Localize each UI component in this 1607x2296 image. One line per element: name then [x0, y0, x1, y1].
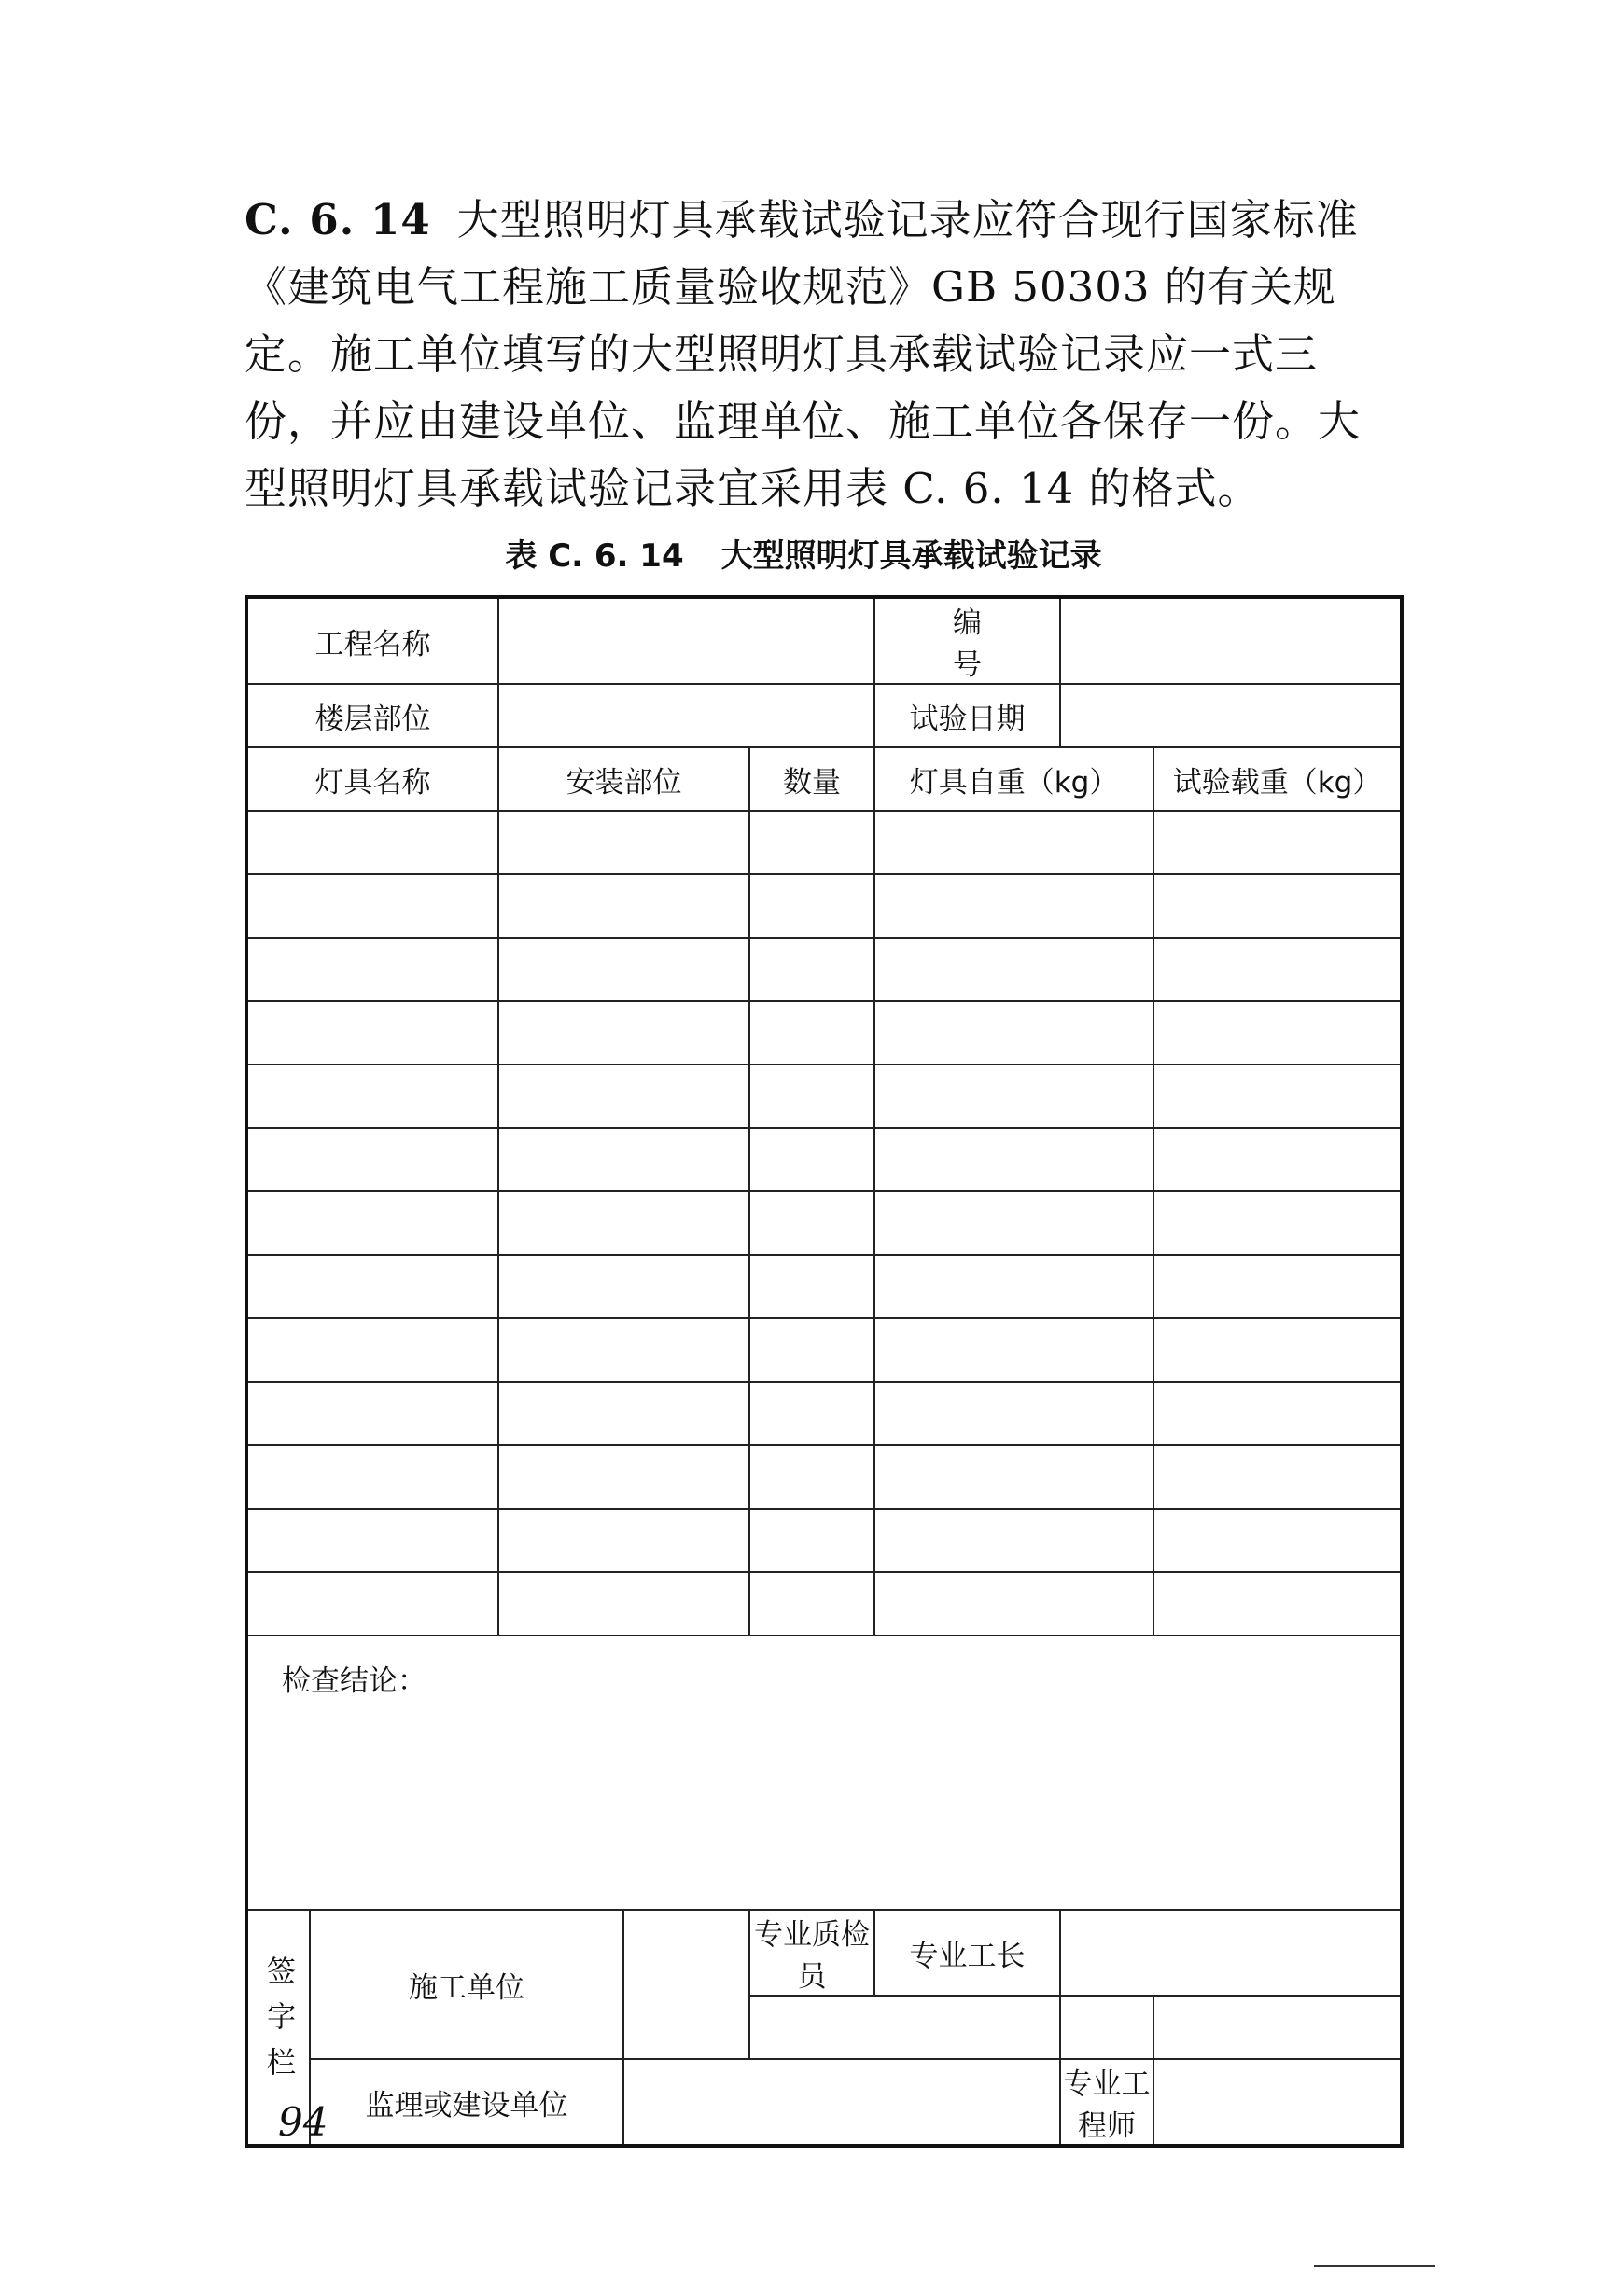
- foreman-label: 专业工长: [874, 1910, 1060, 1996]
- quantity-cell[interactable]: [749, 1065, 874, 1128]
- col-test-load: 试验载重（kg）: [1153, 747, 1402, 811]
- intro-paragraph: [245, 187, 1402, 522]
- clause-text: 大型照明灯具承载试验记录应符合现行国家标准《建筑电气工程施工质量验收规范》GB 50303 的有关规定。施工单位填写的大型照明灯具承载试验记录应一式三份，并应由建设单位、监理单位、施工单位各保存一份。大型照明灯具承载试验记录宜采用表 C. 6. 14 的格式。: [245, 195, 1362, 513]
- supervision-unit-label: 监理或建设单位: [310, 2059, 623, 2146]
- project-name-input[interactable]: [498, 597, 874, 684]
- clause-number: C. 6. 14: [245, 195, 431, 244]
- engineer-signature[interactable]: [1153, 2059, 1402, 2146]
- footer-rule: [1314, 2265, 1435, 2267]
- fixture-name-cell[interactable]: [246, 874, 498, 938]
- quantity-cell[interactable]: [749, 1509, 874, 1572]
- test-load-cell[interactable]: [1153, 1001, 1402, 1065]
- table-title: 大型照明灯具承载试验记录: [720, 537, 1102, 575]
- test-load-cell[interactable]: [1153, 1318, 1402, 1382]
- install-location-cell[interactable]: [498, 938, 749, 1001]
- conclusion-label: 检查结论：: [282, 1664, 426, 1698]
- number-input[interactable]: [1060, 597, 1402, 684]
- table-row: [246, 1318, 1402, 1382]
- quantity-cell[interactable]: [749, 874, 874, 938]
- floor-input[interactable]: [498, 684, 874, 747]
- fixture-weight-cell[interactable]: [874, 1445, 1153, 1509]
- quantity-cell[interactable]: [749, 938, 874, 1001]
- fixture-name-cell[interactable]: [246, 1128, 498, 1191]
- fixture-weight-cell[interactable]: [874, 1255, 1153, 1318]
- quantity-cell[interactable]: [749, 1382, 874, 1445]
- fixture-weight-cell[interactable]: [874, 1128, 1153, 1191]
- quantity-cell[interactable]: [749, 1191, 874, 1255]
- test-load-cell[interactable]: [1153, 1382, 1402, 1445]
- project-name-label: 工程名称: [246, 597, 498, 684]
- test-load-cell[interactable]: [1153, 1445, 1402, 1509]
- install-location-cell[interactable]: [498, 874, 749, 938]
- table-row: [246, 1191, 1402, 1255]
- table-row: [246, 1572, 1402, 1635]
- quality-inspector-label: 专业质检员: [749, 1910, 874, 1996]
- table-row: [246, 938, 1402, 1001]
- test-date-input[interactable]: [1060, 684, 1402, 747]
- fixture-weight-cell[interactable]: [874, 1191, 1153, 1255]
- page-number: 94: [278, 2099, 328, 2145]
- fixture-name-cell[interactable]: [246, 938, 498, 1001]
- install-location-cell[interactable]: [498, 1445, 749, 1509]
- construction-unit-label: 施工单位: [310, 1910, 623, 2059]
- col-fixture-weight: 灯具自重（kg）: [874, 747, 1153, 811]
- install-location-cell[interactable]: [498, 1191, 749, 1255]
- construction-unit-input[interactable]: [623, 1910, 749, 2059]
- fixture-name-cell[interactable]: [246, 1065, 498, 1128]
- quantity-cell[interactable]: [749, 811, 874, 874]
- table-row: [246, 1001, 1402, 1065]
- quantity-cell[interactable]: [749, 1445, 874, 1509]
- table-row: [246, 1255, 1402, 1318]
- fixture-name-cell[interactable]: [246, 811, 498, 874]
- install-location-cell[interactable]: [498, 1065, 749, 1128]
- fixture-name-cell[interactable]: [246, 1001, 498, 1065]
- test-record-form: [245, 595, 1404, 2148]
- signature-label: 签字栏: [261, 1955, 295, 2093]
- supervision-unit-input[interactable]: [623, 2059, 1060, 2146]
- table-row: [246, 1065, 1402, 1128]
- fixture-weight-cell[interactable]: [874, 874, 1153, 938]
- quantity-cell[interactable]: [749, 1128, 874, 1191]
- fixture-weight-cell[interactable]: [874, 1572, 1153, 1635]
- install-location-cell[interactable]: [498, 1382, 749, 1445]
- fixture-name-cell[interactable]: [246, 1255, 498, 1318]
- test-load-cell[interactable]: [1153, 1572, 1402, 1635]
- table-row: [246, 1128, 1402, 1191]
- fixture-weight-cell[interactable]: [874, 1001, 1153, 1065]
- number-label: 编号: [874, 597, 1060, 684]
- quantity-cell[interactable]: [749, 1255, 874, 1318]
- table-caption: [0, 530, 1607, 576]
- tech-leader-signature[interactable]: [749, 1996, 1060, 2059]
- fixture-name-cell[interactable]: [246, 1318, 498, 1382]
- install-location-cell[interactable]: [498, 1001, 749, 1065]
- install-location-cell[interactable]: [498, 811, 749, 874]
- table-row: [246, 811, 1402, 874]
- floor-label: 楼层部位: [246, 684, 498, 747]
- quantity-cell[interactable]: [749, 1572, 874, 1635]
- table-row: [246, 1382, 1402, 1445]
- test-load-cell[interactable]: [1153, 811, 1402, 874]
- table-number: 表 C. 6. 14: [505, 537, 684, 575]
- test-load-cell[interactable]: [1153, 874, 1402, 938]
- conclusion-cell[interactable]: [246, 1635, 1402, 1910]
- col-quantity: 数量: [749, 747, 874, 811]
- fixture-weight-cell[interactable]: [874, 1065, 1153, 1128]
- fixture-name-cell[interactable]: [246, 1445, 498, 1509]
- test-load-cell[interactable]: [1153, 1191, 1402, 1255]
- install-location-cell[interactable]: [498, 1572, 749, 1635]
- install-location-cell[interactable]: [498, 1318, 749, 1382]
- test-load-cell[interactable]: [1153, 1509, 1402, 1572]
- test-date-label: 试验日期: [874, 684, 1060, 747]
- fixture-weight-cell[interactable]: [874, 938, 1153, 1001]
- quantity-cell[interactable]: [749, 1001, 874, 1065]
- fixture-weight-cell[interactable]: [874, 811, 1153, 874]
- fixture-name-cell[interactable]: [246, 1572, 498, 1635]
- table-row: [246, 1509, 1402, 1572]
- test-load-cell[interactable]: [1153, 1128, 1402, 1191]
- install-location-cell[interactable]: [498, 1128, 749, 1191]
- fixture-name-cell[interactable]: [246, 1509, 498, 1572]
- install-location-cell[interactable]: [498, 1509, 749, 1572]
- engineer-label: 专业工程师: [1060, 2059, 1153, 2146]
- fixture-weight-cell[interactable]: [874, 1318, 1153, 1382]
- column-header-row: [246, 747, 1402, 811]
- test-load-cell[interactable]: [1153, 938, 1402, 1001]
- fixture-name-cell[interactable]: [246, 1191, 498, 1255]
- fixture-weight-cell[interactable]: [874, 1509, 1153, 1572]
- test-load-cell[interactable]: [1153, 1065, 1402, 1128]
- install-location-cell[interactable]: [498, 1255, 749, 1318]
- col-install-location: 安装部位: [498, 747, 749, 811]
- table-row: [246, 874, 1402, 938]
- quantity-cell[interactable]: [749, 1318, 874, 1382]
- table-row: [246, 1445, 1402, 1509]
- foreman-signature[interactable]: [1153, 1996, 1402, 2059]
- test-load-cell[interactable]: [1153, 1255, 1402, 1318]
- col-fixture-name: 灯具名称: [246, 747, 498, 811]
- quality-inspector-signature[interactable]: [1060, 1996, 1153, 2059]
- fixture-weight-cell[interactable]: [874, 1382, 1153, 1445]
- fixture-name-cell[interactable]: [246, 1382, 498, 1445]
